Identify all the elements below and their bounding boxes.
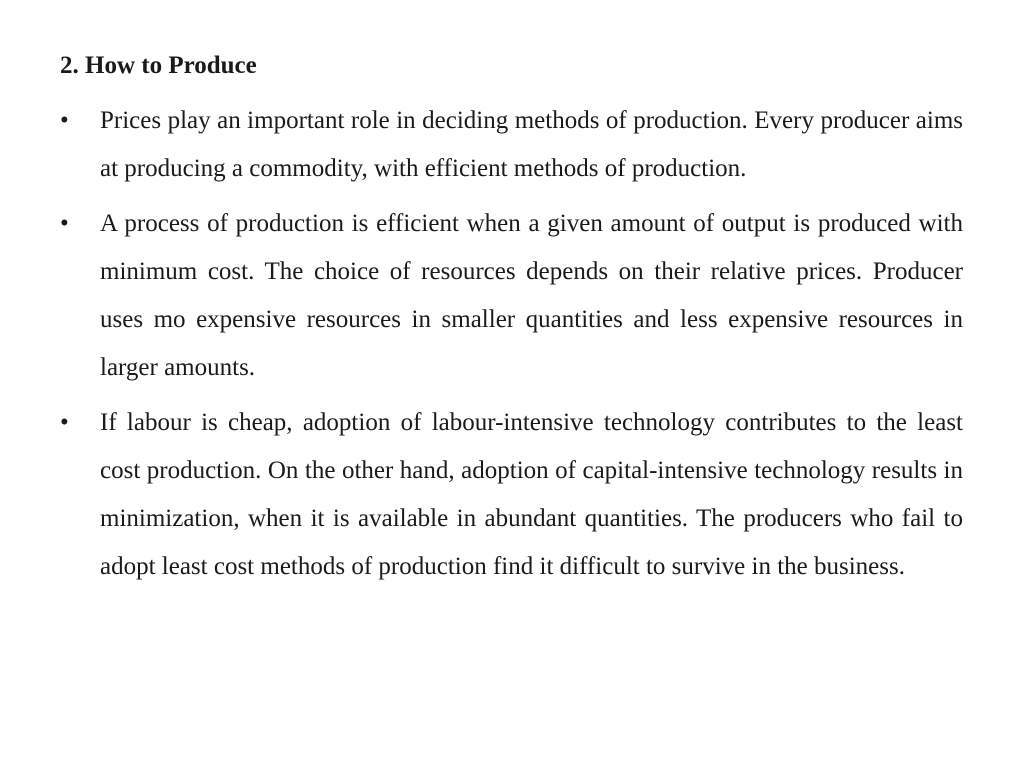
bullet-dot-icon: • xyxy=(60,210,69,237)
bullet-dot-icon: • xyxy=(60,107,69,134)
bullet-text: Prices play an important role in deciding methods of production. Every producer aims at producing a commodity, with efficient methods of production. xyxy=(100,107,963,182)
bullet-dot-icon: • xyxy=(60,409,69,436)
bullet-text: If labour is cheap, adoption of labour-intensive technology contributes to the least cost production. On the other hand, adoption of capital-intensive technology results in minimization, when it is available in abundant quantities. The producers who fail to adopt least cost methods of production find it difficult to survive in the business. xyxy=(100,409,963,580)
bullet-item xyxy=(60,200,963,392)
bullet-item xyxy=(60,97,963,193)
bullet-text: A process of production is efficient when a given amount of output is produced with minimum cost. The choice of resources depends on their relative prices. Producer uses mo expensive resources in smaller quantities and less expensive resources in larger amounts. xyxy=(100,210,963,381)
bullet-list xyxy=(60,97,963,598)
slide-title: 2. How to Produce xyxy=(60,52,257,79)
bullet-item xyxy=(60,399,963,591)
